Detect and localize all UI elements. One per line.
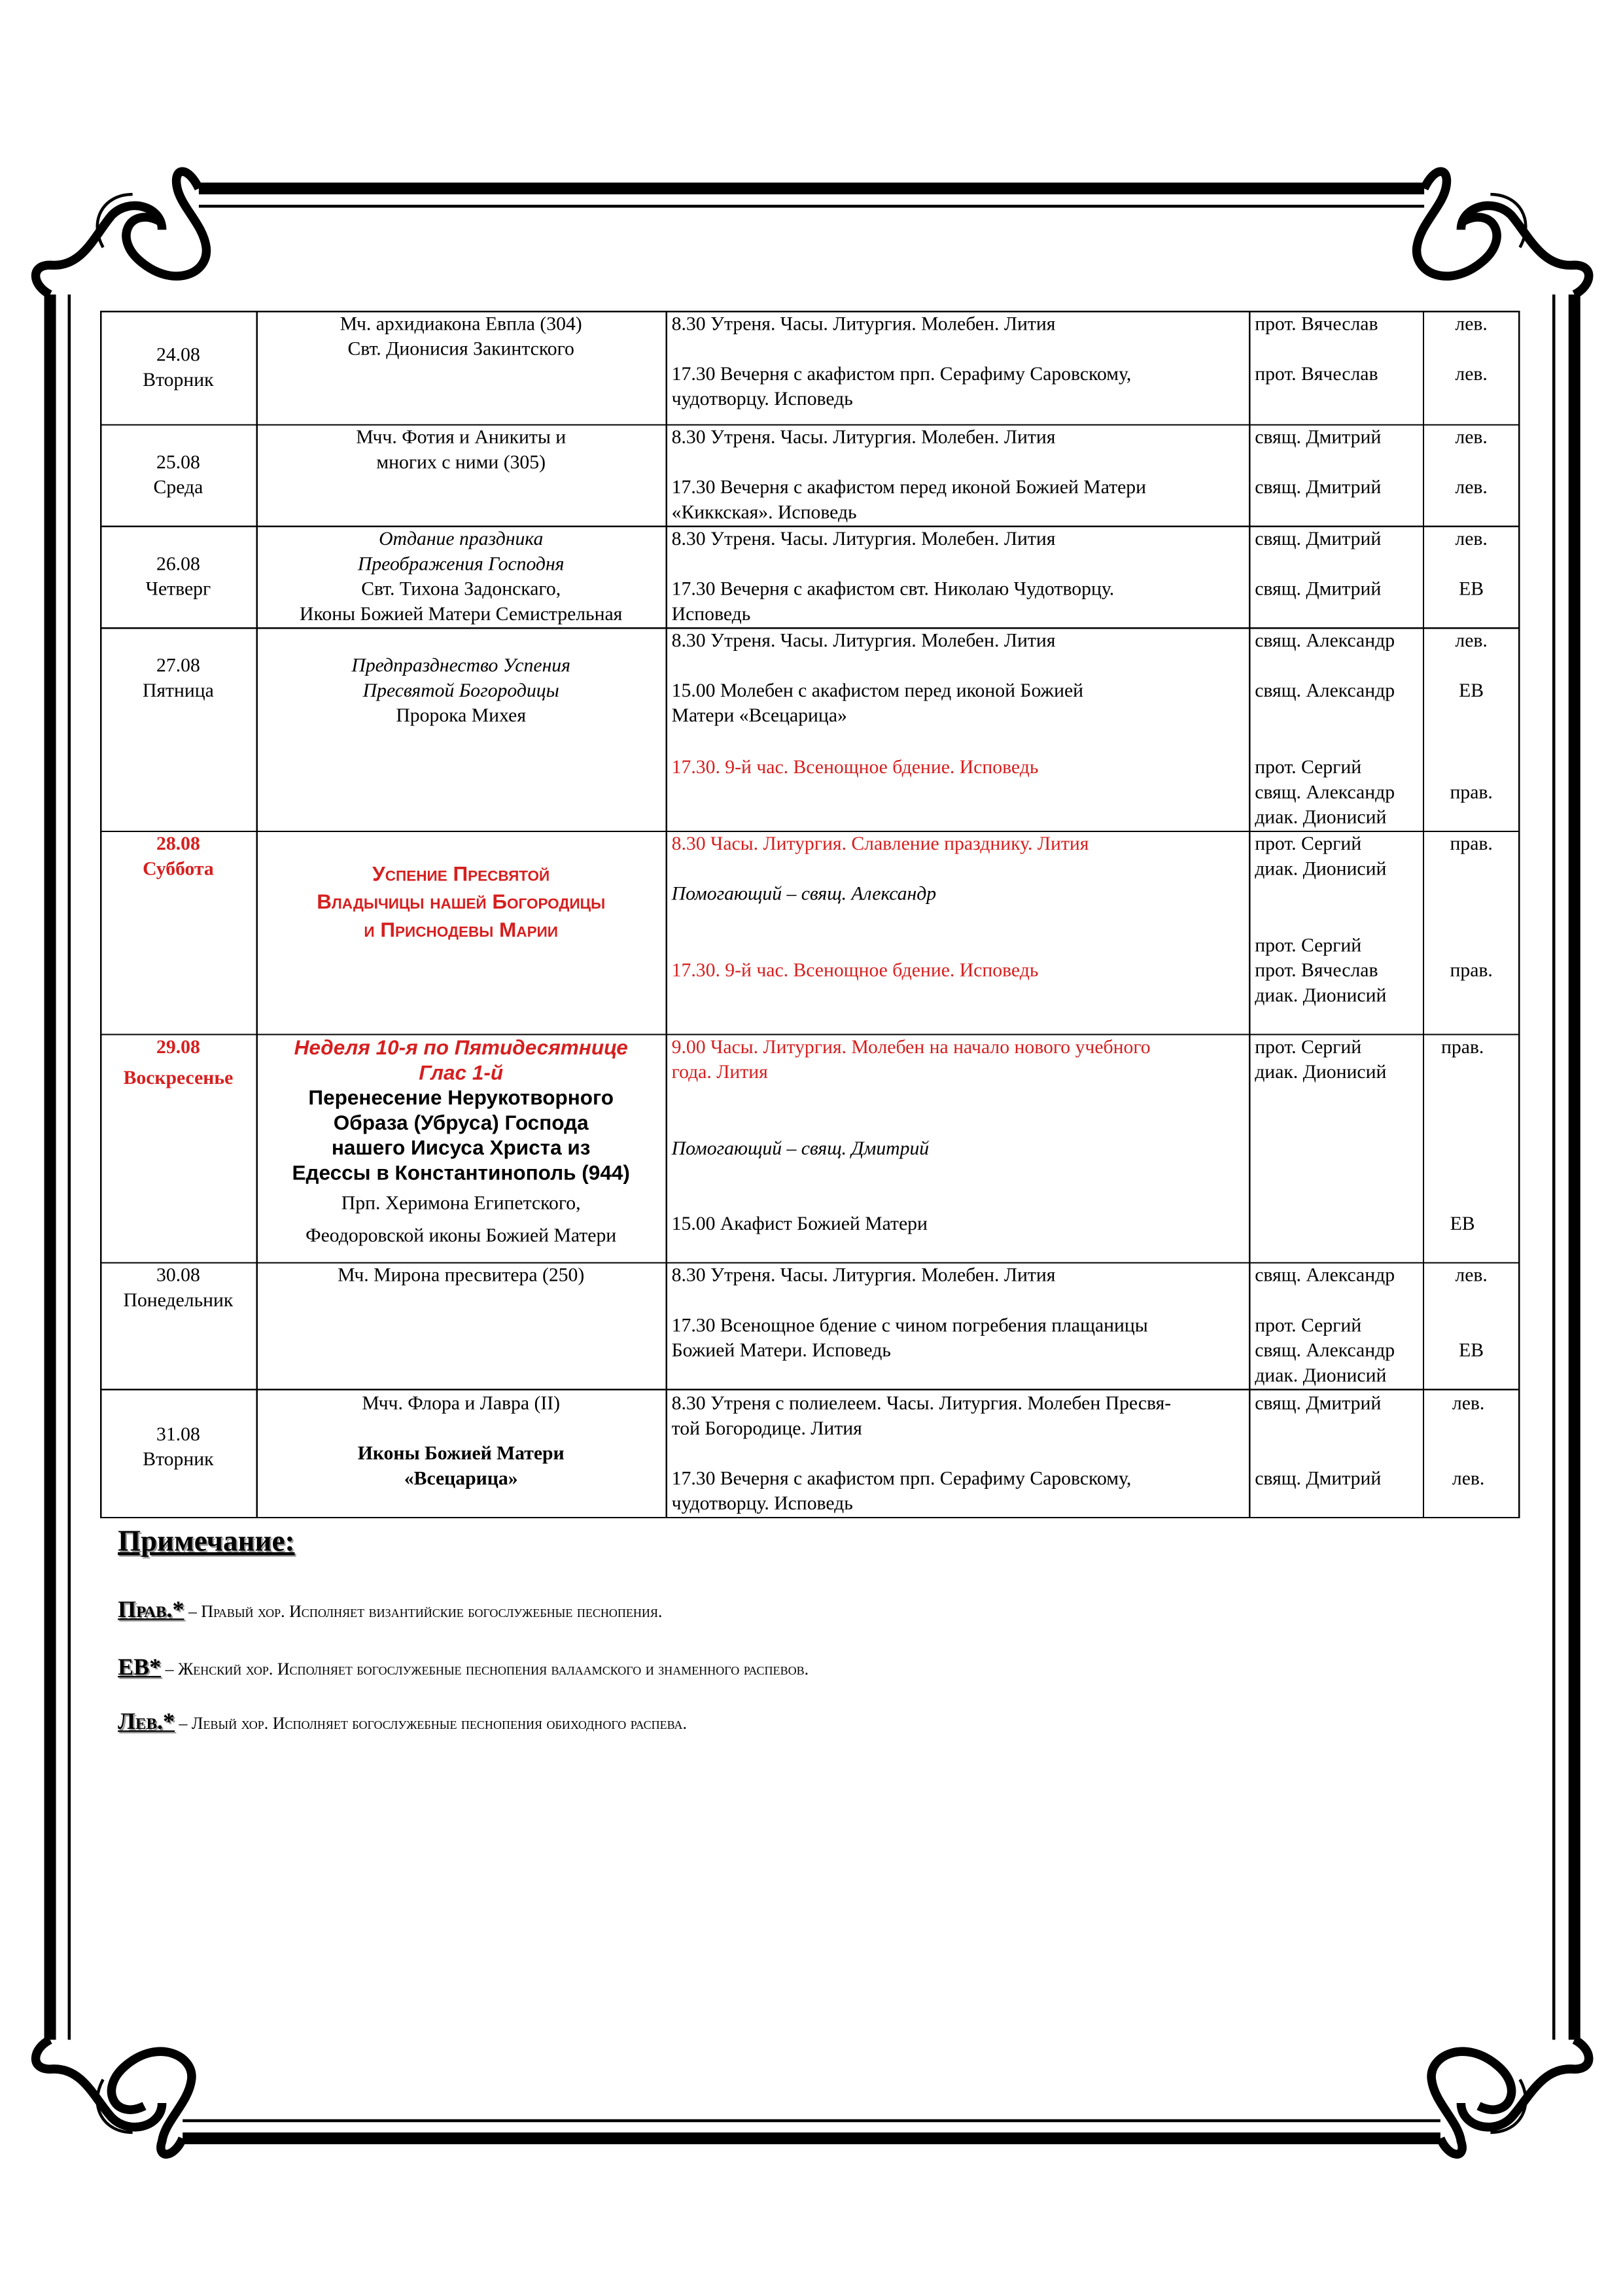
choir-label: лев. [1455, 527, 1488, 549]
priest-name: диак. Дионисий [1255, 857, 1387, 880]
saint-line: Мч. Мирона пресвитера (250) [338, 1263, 585, 1286]
saint-line: нашего Иисуса Христа из [331, 1135, 591, 1159]
priest-name: прот. Вячеслав [1255, 362, 1378, 385]
day-weekday: Среда [153, 476, 203, 498]
choir-label: лев. [1455, 1263, 1488, 1286]
choir-label: лев. [1455, 629, 1488, 652]
day-date: 25.08 [156, 450, 200, 473]
note-text: – Правый хор. Исполняет византийские богослужебные песнопения. [184, 1603, 663, 1622]
choir-label: ЕВ [1459, 678, 1484, 701]
priest-name: прот. Сергий [1255, 1313, 1362, 1336]
choir-label: лев. [1455, 362, 1488, 385]
priest-name: свящ. Дмитрий [1255, 577, 1382, 600]
saint-line: Преображения Господня [357, 552, 565, 575]
priest-name: диак. Дионисий [1255, 983, 1387, 1006]
saint-line: Феодоровской иконы Божией Матери [305, 1223, 617, 1246]
note-key: Прав.* [118, 1597, 184, 1624]
service-text: 17.30 Всенощное бдение с чином погребения плащаницы [671, 1313, 1148, 1336]
saint-line: Образа (Убруса) Господа [333, 1110, 589, 1134]
service-text: Божией Матери. Исповедь [671, 1338, 891, 1361]
sunday-title: Неделя 10-я по Пятидесятнице [294, 1035, 628, 1059]
priest-name: прот. Сергий [1255, 933, 1362, 956]
service-text-feast: 9.00 Часы. Литургия. Молебен на начало нового учебного [671, 1035, 1151, 1058]
priest-name: свящ. Дмитрий [1255, 527, 1382, 549]
choir-label: лев. [1455, 425, 1488, 448]
priest-name: свящ. Александр [1255, 629, 1395, 652]
priest-name: диак. Дионисий [1255, 1363, 1387, 1386]
choir-label: прав. [1440, 1035, 1484, 1058]
priest-name: прот. Сергий [1255, 1035, 1362, 1058]
priest-name: свящ. Александр [1255, 1338, 1395, 1361]
day-date: 26.08 [156, 552, 200, 575]
saint-line: Мчч. Фотия и Аникиты и [356, 425, 567, 448]
day-date: 29.08 [156, 1035, 200, 1058]
service-text: 15.00 Акафист Божией Матери [671, 1211, 928, 1234]
feast-title: Успение Пресвятой [372, 861, 550, 886]
priest-name: свящ. Дмитрий [1255, 1467, 1382, 1489]
saint-line: многих с ними (305) [376, 450, 546, 473]
saint-line: Иконы Божией Матери [357, 1442, 565, 1464]
feast-title: и Приснодевы Марии [364, 917, 558, 941]
choir-label: ЕВ [1459, 1338, 1484, 1361]
service-text: 17.30 Вечерня с акафистом прп. Серафиму Саровскому, [671, 1467, 1132, 1489]
saint-line: Едессы в Константинополь (944) [292, 1160, 630, 1185]
day-weekday: Вторник [143, 1448, 214, 1470]
choir-label: лев. [1455, 476, 1488, 498]
note-key: Лев.* [118, 1709, 175, 1735]
day-weekday: Четверг [145, 577, 211, 600]
notes-title: Примечание: [118, 1525, 295, 1558]
saint-line: Перенесение Нерукотворного [308, 1085, 614, 1109]
day-date: 24.08 [156, 343, 200, 366]
service-text: чудотворцу. Исповедь [671, 1491, 853, 1514]
service-text: 8.30 Утреня. Часы. Литургия. Молебен. Лития [671, 312, 1056, 335]
note-item [118, 1710, 687, 1737]
service-text: «Киккская». Исповедь [671, 500, 857, 523]
choir-label: лев. [1452, 1467, 1485, 1489]
priest-name: свящ. Дмитрий [1255, 476, 1382, 498]
priest-name: прот. Сергий [1255, 832, 1362, 854]
choir-label: прав. [1450, 958, 1493, 981]
day-weekday: Пятница [142, 678, 214, 701]
priest-name: прот. Сергий [1255, 755, 1362, 778]
service-text-feast: 17.30. 9-й час. Всенощное бдение. Исповедь [671, 755, 1039, 778]
service-text: Матери «Всецарица» [671, 704, 847, 726]
choir-label: ЕВ [1450, 1211, 1475, 1234]
service-text-feast: 17.30. 9-й час. Всенощное бдение. Исповедь [671, 958, 1039, 981]
priest-name: свящ. Александр [1255, 780, 1395, 803]
service-text: 15.00 Молебен с акафистом перед иконой Божией [671, 678, 1084, 701]
service-text: 8.30 Утреня с полиелеем. Часы. Литургия. Молебен Пресвя- [671, 1391, 1172, 1414]
saint-line: Пророка Михея [396, 704, 527, 726]
day-weekday: Суббота [143, 857, 214, 880]
day-date: 30.08 [156, 1263, 200, 1286]
note-text: – Женский хор. Исполняет богослужебные песнопения валаамского и знаменного распевов. [161, 1661, 809, 1679]
service-text-feast: 8.30 Часы. Литургия. Славление празднику. Лития [671, 832, 1089, 854]
priest-name: свящ. Дмитрий [1255, 425, 1382, 448]
day-date: 28.08 [156, 832, 200, 854]
service-text: 8.30 Утреня. Часы. Литургия. Молебен. Лития [671, 1263, 1056, 1286]
feast-title: Владычицы нашей Богородицы [317, 889, 606, 913]
note-key: ЕВ* [118, 1655, 162, 1680]
priest-name: свящ. Дмитрий [1255, 1391, 1382, 1414]
service-text-feast: года. Лития [671, 1060, 768, 1083]
service-text: 17.30 Вечерня с акафистом перед иконой Божией Матери [671, 476, 1147, 498]
service-text: 8.30 Утреня. Часы. Литургия. Молебен. Лития [671, 425, 1056, 448]
priest-name: прот. Вячеслав [1255, 312, 1378, 335]
service-text: 17.30 Вечерня с акафистом прп. Серафиму Саровскому, [671, 362, 1132, 385]
day-date: 27.08 [156, 653, 200, 676]
service-text: 17.30 Вечерня с акафистом свт. Николаю Чудотворцу. [671, 577, 1115, 600]
note-item [118, 1598, 662, 1625]
saint-line: Иконы Божией Матери Семистрельная [300, 602, 623, 625]
choir-label: прав. [1450, 832, 1493, 854]
saint-line: Мчч. Флора и Лавра (II) [362, 1391, 561, 1414]
choir-label: лев. [1455, 312, 1488, 335]
assistant-note: Помогающий – свящ. Александр [671, 882, 937, 905]
saint-line: Мч. архидиакона Евпла (304) [340, 312, 582, 335]
priest-name: свящ. Александр [1255, 1263, 1395, 1286]
service-text: той Богородице. Лития [671, 1416, 862, 1439]
day-date: 31.08 [156, 1422, 200, 1445]
service-text: 8.30 Утреня. Часы. Литургия. Молебен. Лития [671, 629, 1056, 652]
day-weekday: Вторник [143, 368, 214, 391]
day-weekday: Воскресенье [123, 1066, 234, 1088]
service-text: 8.30 Утреня. Часы. Литургия. Молебен. Лития [671, 527, 1056, 549]
service-text: Исповедь [671, 602, 751, 625]
saint-line: «Всецарица» [404, 1467, 518, 1489]
note-text: – Левый хор. Исполняет богослужебные песнопения обиходного распева. [175, 1715, 687, 1733]
day-weekday: Понедельник [123, 1288, 234, 1311]
choir-label: ЕВ [1459, 577, 1484, 600]
choir-label: прав. [1450, 780, 1493, 803]
saint-line: Пресвятой Богородицы [362, 678, 559, 701]
saint-line: Свт. Дионисия Закинтского [347, 337, 574, 360]
saint-line: Прп. Херимона Египетского, [341, 1191, 581, 1214]
priest-name: диак. Дионисий [1255, 1060, 1387, 1083]
saint-line: Отдание праздника [379, 527, 544, 549]
saint-line: Свт. Тихона Задонскаго, [361, 577, 561, 600]
priest-name: свящ. Александр [1255, 678, 1395, 701]
choir-label: лев. [1452, 1391, 1485, 1414]
service-text: чудотворцу. Исповедь [671, 387, 853, 409]
saint-line: Предпразднество Успения [351, 653, 570, 676]
note-item [118, 1656, 809, 1682]
assistant-note: Помогающий – свящ. Дмитрий [671, 1137, 930, 1159]
priest-name: диак. Дионисий [1255, 805, 1387, 828]
priest-name: прот. Вячеслав [1255, 958, 1378, 981]
sunday-title: Глас 1-й [419, 1060, 504, 1085]
